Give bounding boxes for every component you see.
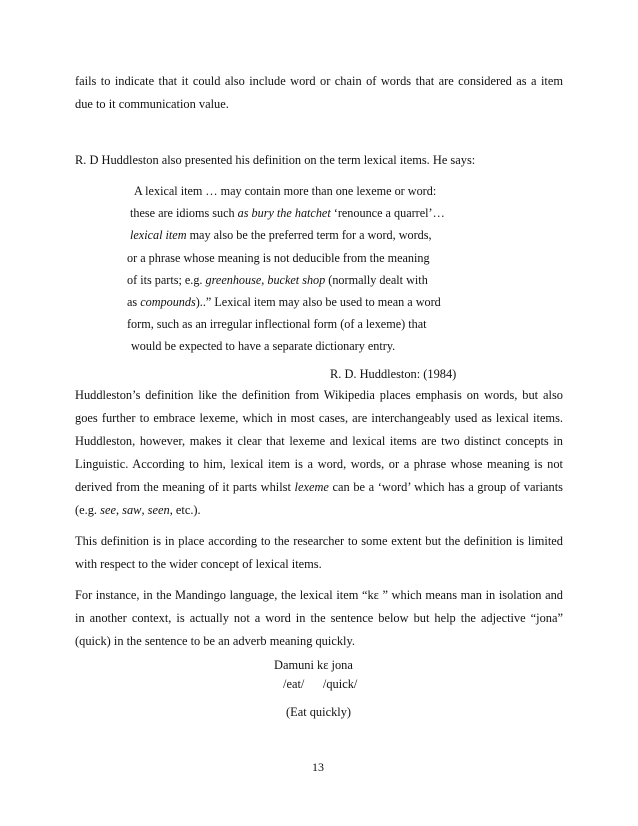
paragraph-huddleston-intro (75, 149, 563, 172)
quote-italic: compounds (140, 295, 196, 310)
text-line (75, 476, 563, 499)
italic-term: lexeme (294, 480, 329, 494)
text: (e.g. (75, 503, 101, 517)
quote-line (127, 269, 467, 291)
quote-text: as (127, 295, 141, 310)
text: derived from the meaning of it parts whilst (75, 480, 295, 494)
text-line: due to it communication value. (75, 97, 229, 111)
paragraph-limitation (75, 530, 563, 576)
text-line: (quick) in the sentence to be an adverb meaning quickly. (75, 634, 355, 648)
paragraph-huddleston-definition (75, 384, 563, 522)
quote-text: ‘renounce a quarrel’… (330, 206, 445, 221)
example-sentence: Damuni kɛ jona (274, 658, 353, 672)
page-number: 13 (312, 760, 324, 774)
block-quote (127, 180, 467, 358)
text-line: with respect to the wider concept of lexical items. (75, 557, 322, 571)
quote-line: A lexical item … may contain more than one lexeme or word: (134, 184, 437, 198)
italic-term: seen (147, 503, 170, 517)
quote-text: these are idioms such (130, 206, 238, 221)
text-line (75, 499, 563, 522)
text-line: Huddleston, however, makes it clear that lexeme and lexical items are two distinct concepts in (75, 434, 563, 448)
quote-text: may also be the preferred term for a word, words, (186, 228, 432, 243)
text: , (141, 503, 148, 517)
quote-text: )..” Lexical item may also be used to mean a word (195, 295, 441, 310)
quote-line: or a phrase whose meaning is not deducible from the meaning (127, 250, 430, 265)
italic-term: see (100, 503, 116, 517)
paragraph-mandingo (75, 584, 563, 653)
quote-italic: as bury the hatchet (237, 206, 331, 221)
quote-text: (normally dealt with (325, 272, 428, 287)
example-gloss: /eat/ /quick/ (283, 677, 358, 691)
text-line: fails to indicate that it could also include word or chain of words that are considered as a item (75, 74, 563, 88)
italic-term: saw (122, 503, 142, 517)
quote-text: of its parts; e.g. (127, 272, 206, 287)
text-line: Linguistic. According to him, lexical item is a word, words, or a phrase whose meaning is not (75, 457, 563, 471)
quote-line (127, 291, 467, 313)
quote-line (127, 202, 467, 224)
quote-line: would be expected to have a separate dictionary entry. (131, 339, 396, 354)
quote-line (127, 224, 467, 246)
quote-italic: lexical item (130, 228, 187, 243)
text: , (115, 503, 123, 517)
text: can be a ‘word’ which has a group of variants (328, 480, 563, 494)
quote-italic: bucket shop (267, 272, 326, 287)
quote-line: form, such as an irregular inflectional form (of a lexeme) that (127, 317, 427, 332)
quote-italic: greenhouse (205, 272, 262, 287)
citation: R. D. Huddleston: (1984) (330, 367, 457, 381)
text-line: This definition is in place according to the researcher to some extent but the definition is limited (75, 534, 563, 548)
quote-text: , (261, 272, 268, 287)
text: , etc.). (169, 503, 201, 517)
text-line: For instance, in the Mandingo language, the lexical item “kɛ ” which means man in isolation and (75, 588, 563, 602)
example-translation: (Eat quickly) (286, 705, 352, 719)
text-line: in another context, is actually not a word in the sentence below but help the adjective “jona” (75, 611, 563, 625)
paragraph-intro (75, 70, 563, 116)
text-line: R. D Huddleston also presented his definition on the term lexical items. He says: (75, 153, 476, 167)
text-line: Huddleston’s definition like the definition from Wikipedia places emphasis on words, but also (75, 388, 563, 402)
text-line: goes further to embrace lexeme, which in most cases, are interchangeably used as lexical items. (75, 411, 563, 425)
